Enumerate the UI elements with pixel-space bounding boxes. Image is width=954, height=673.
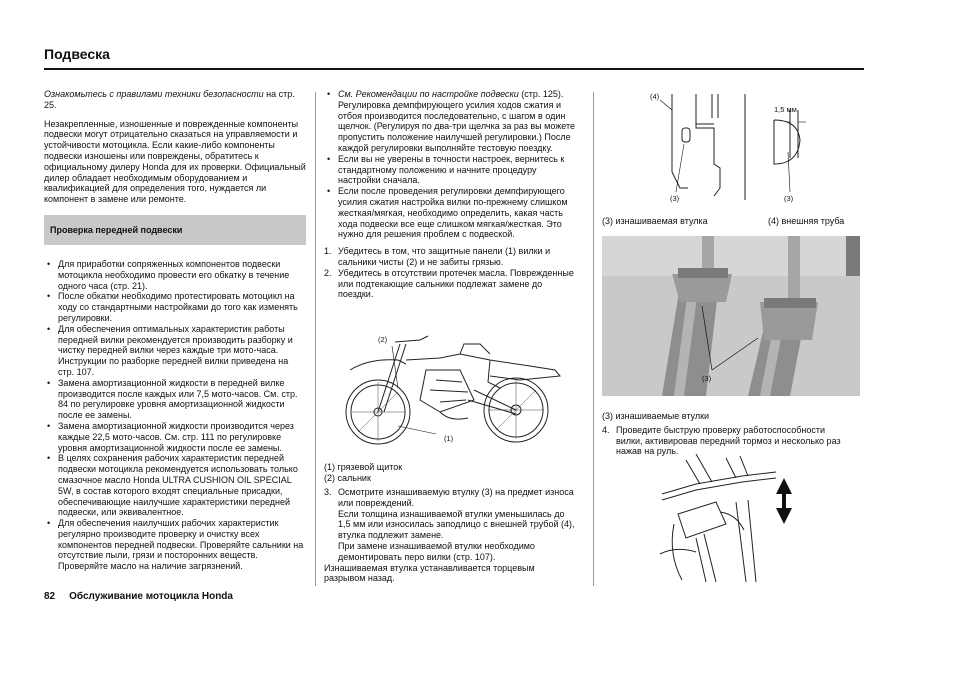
step-list: [324, 487, 576, 563]
figure-label: (2): [378, 335, 388, 344]
step-list: [602, 425, 854, 457]
list-item: • Для обеспечения наилучших рабочих характеристик регулярно производите проверку и очистку всех компонентов передней подвески. Проверяйте сальники на отсутствие пыли, грязи и посторонних веществ. Проверяйте масло на наличие загрязнений.: [44, 518, 306, 572]
safety-link-text: Ознакомьтесь с правилами техники безопасности: [44, 89, 264, 99]
figure-caption: (1) грязевой щиток (2) сальник: [324, 462, 403, 483]
suspension-paragraph: Незакрепленные, изношенные и поврежденные компоненты подвески могут отрицательно сказаться на управляемости и устойчивости мотоцикла. Если какие-либо компоненты подвески изношены или повреждены, обратитесь к официальному дилеру Honda для их проверки. Официальный дилер обладает необходимым оборудованием и квалификацией для определения того, нуждается ли компонент в замене или ремонте.: [44, 118, 306, 205]
section-title: Подвеска: [44, 46, 110, 62]
list-item: • В целях сохранения рабочих характеристик передней подвески мотоцикла рекомендуется использовать только смазочное масло Honda ULTRA CUSHION OIL SPECIAL 5W, в состав которого входят специальные присадки, обеспечивающие наилучшие характеристики передней подвески, или эквивалентное.: [44, 453, 306, 518]
intro-paragraph: Ознакомьтесь с правилами техники безопасности на стр. 25.: [44, 89, 295, 110]
list-item: • Для обеспечения оптимальных характеристик работы передней вилки рекомендуется производить разборку и чистку передней вилки через каждые три мото-часа. Инструкции по разборке передней вилки приведена на стр. 107.: [44, 324, 306, 378]
handlebar-illustration: [656, 454, 806, 584]
page-number: 82: [44, 591, 56, 602]
diagram-label: 1,5 мм: [774, 105, 797, 114]
diagram-label: (3): [670, 194, 680, 203]
diagram-caption: (3) изнашиваемая втулка (4) внешняя труба: [602, 216, 845, 226]
column-right: [602, 411, 854, 457]
check-steps: [324, 246, 576, 300]
photo-label: (3): [702, 374, 712, 383]
front-suspension-heading: Проверка передней подвески: [44, 215, 306, 245]
column-divider: [593, 92, 594, 586]
column-middle: [324, 89, 576, 300]
tuning-bullets: [324, 89, 576, 240]
closing-note: Изнашиваемая втулка устанавливается торцевым разрывом назад.: [324, 562, 535, 584]
list-item: • Замена амортизационной жидкости производится через каждые 22,5 мото-часов. См. стр. 111 по регулировке уровня амортизационной жидкости после ее замены.: [44, 421, 306, 453]
footer-title: Обслуживание мотоцикла Honda: [69, 591, 233, 602]
motorcycle-illustration: [340, 330, 570, 460]
list-item: 2. Убедитесь в отсутствии протечек масла. Поврежденные или подтекающие сальники подлежат замене до поездки.: [324, 267, 574, 300]
list-item: • Замена амортизационной жидкости в передней вилке производится после каждых или 7,5 мото-часов. См. стр. 84 по регулировке уровня амортизационной жидкости после ее замены.: [44, 378, 306, 421]
diagram-label: (3): [784, 194, 794, 203]
list-item: 4. Проведите быструю проверку работоспособности вилки, активировав передний тормоз и несколько раз нажав на руль.: [602, 424, 841, 457]
list-item: 3. Осмотрите изнашиваемую втулку (3) на предмет износа или повреждений. Если толщина изнашиваемой втулки уменьшилась до 1,5 мм или износилась заподлицо с внешней трубой (4), втулка подлежит замене. При замене изнашиваемой втулки необходимо демонтировать перо вилки (стр. 107).: [324, 487, 575, 562]
title-rule: [44, 68, 864, 70]
column-divider: [315, 92, 316, 586]
front-suspension-bullets: [44, 259, 306, 572]
figure-label: (1): [444, 434, 454, 443]
photo-caption: (3) изнашиваемые втулки: [602, 411, 710, 421]
step-3: [324, 487, 576, 584]
page-footer: [44, 591, 247, 602]
list-item: • См. Рекомендации по настройке подвески (стр. 125). Регулировка демпфирующего усилия ходов сжатия и отбоя производится последовательно, с шагом в один щелчок. (Регулируя по два-три щелчка за раз вы можете пропустить положение наилучшей регулировки.) После каждой регулировки выполняйте тестовую поездку.: [324, 89, 576, 154]
list-item: 1. Убедитесь в том, что защитные панели (1) вилки и сальники чисты (2) и не забиты грязью.: [324, 246, 551, 267]
diagram-label: (4): [650, 92, 660, 101]
column-left: [44, 89, 306, 572]
list-item: • После обкатки необходимо протестировать мотоцикл на ходу со стандартными настройками до того как изменять регулировки.: [44, 291, 306, 323]
list-item: • Для приработки сопряженных компонентов подвески мотоцикла необходимо провести его обкатку в течение одного часа (стр. 21).: [44, 259, 306, 291]
fork-tubes-photo: [602, 236, 860, 396]
list-item: • Если вы не уверены в точности настроек, вернитесь к стандартному положению и начните процедуру настройки сначала.: [324, 154, 576, 186]
list-item: • Если после проведения регулировки демпфирующего усилия сжатия настройка вилки по-прежнему слишком жесткая/мягкая, необходимо определить, какая часть хода подвески все еще слишком мягкая/жесткая. Это нужно для решения проблем с подвеской.: [324, 186, 576, 240]
bushing-diagram: [602, 88, 854, 218]
